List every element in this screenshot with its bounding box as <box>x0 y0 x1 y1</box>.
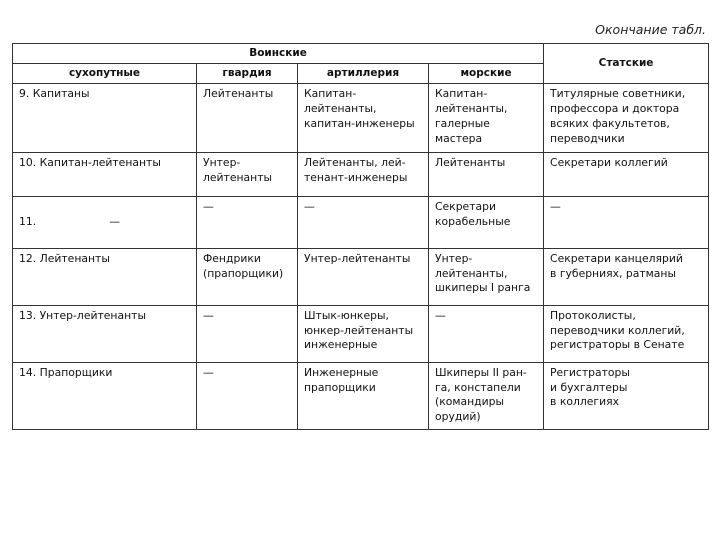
cell-land <box>13 197 197 249</box>
header-row-1 <box>13 44 709 64</box>
cell-artillery: Капитан- лейтенанты, капитан-инженеры <box>298 84 429 153</box>
rank-cell-split <box>19 215 190 230</box>
header-artillery: артиллерия <box>298 64 429 84</box>
table-row <box>13 362 709 429</box>
header-naval: морские <box>429 64 544 84</box>
cell-naval: Лейтенанты <box>429 153 544 197</box>
cell-civil: Секретари коллегий <box>544 153 709 197</box>
cell-guard: — <box>197 362 298 429</box>
cell-naval: Секретари корабельные <box>429 197 544 249</box>
header-military: Воинские <box>13 44 544 64</box>
cell-naval: — <box>429 305 544 362</box>
cell-artillery: Лейтенанты, лей- тенант-инженеры <box>298 153 429 197</box>
cell-land: 14. Прапорщики <box>13 362 197 429</box>
cell-artillery: — <box>298 197 429 249</box>
table-row <box>13 248 709 305</box>
cell-artillery: Унтер-лейтенанты <box>298 248 429 305</box>
dash-mark: — <box>109 214 120 228</box>
cell-guard: Лейтенанты <box>197 84 298 153</box>
cell-guard: Унтер- лейтенанты <box>197 153 298 197</box>
cell-civil: Секретари канцелярий в губерниях, ратманы <box>544 248 709 305</box>
cell-civil: — <box>544 197 709 249</box>
cell-naval: Капитан- лейтенанты, галерные мастера <box>429 84 544 153</box>
cell-civil: Титулярные советники, профессора и доктора всяких факультетов, переводчики <box>544 84 709 153</box>
table-continuation-caption: Окончание табл. <box>595 22 706 37</box>
table-row <box>13 153 709 197</box>
cell-land: 10. Капитан-лейтенанты <box>13 153 197 197</box>
cell-guard: — <box>197 197 298 249</box>
cell-land: 13. Унтер-лейтенанты <box>13 305 197 362</box>
cell-guard: Фендрики (прапорщики) <box>197 248 298 305</box>
table-row <box>13 84 709 153</box>
table-of-ranks <box>12 43 709 430</box>
header-land: сухопутные <box>13 64 197 84</box>
header-civil: Статские <box>544 44 709 84</box>
cell-civil: Регистраторы и бухгалтеры в коллегиях <box>544 362 709 429</box>
cell-naval: Шкиперы II ран- га, констапели (командиры орудий) <box>429 362 544 429</box>
cell-land: 9. Капитаны <box>13 84 197 153</box>
cell-naval: Унтер- лейтенанты, шкиперы I ранга <box>429 248 544 305</box>
cell-guard: — <box>197 305 298 362</box>
cell-artillery: Штык-юнкеры, юнкер-лейтенанты инженерные <box>298 305 429 362</box>
cell-land: 12. Лейтенанты <box>13 248 197 305</box>
cell-civil: Протоколисты, переводчики коллегий, регистраторы в Сенате <box>544 305 709 362</box>
header-guard: гвардия <box>197 64 298 84</box>
table-row <box>13 305 709 362</box>
rank-number: 11. <box>19 214 37 228</box>
table-row <box>13 197 709 249</box>
cell-artillery: Инженерные прапорщики <box>298 362 429 429</box>
